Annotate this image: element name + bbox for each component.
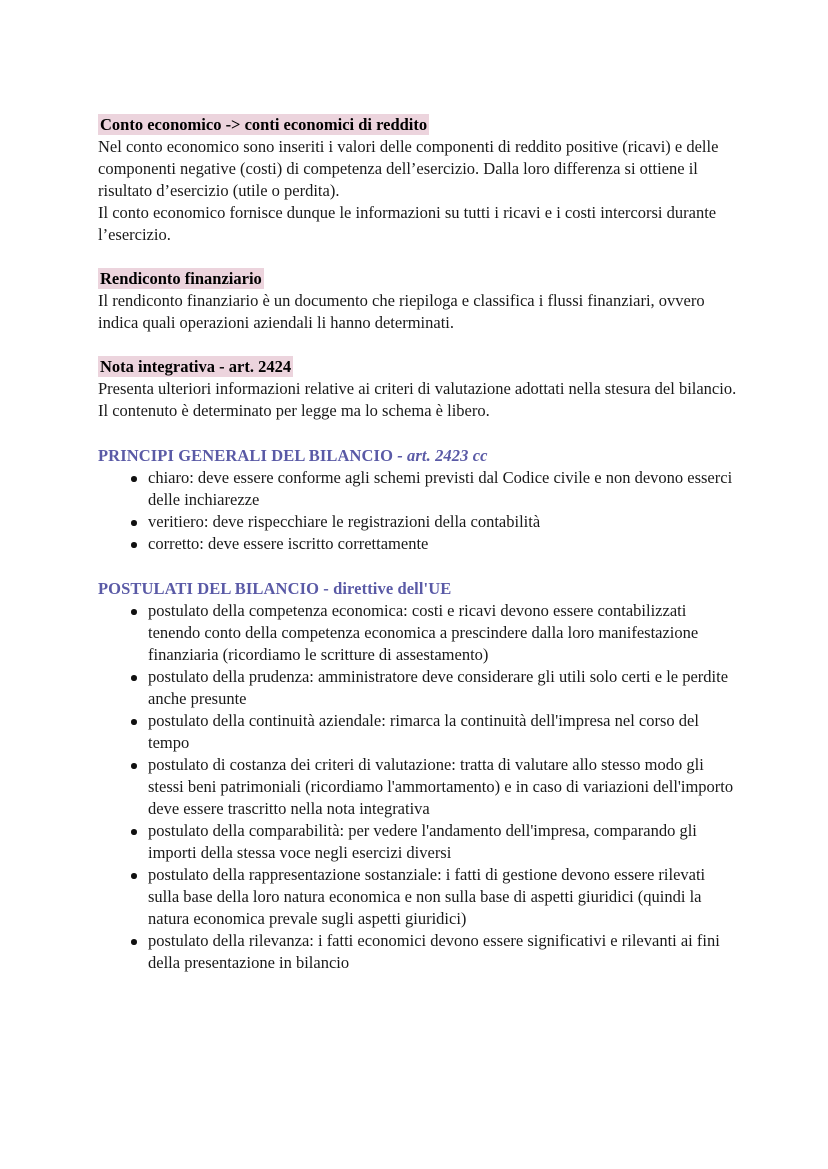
highlighted-text: Nota integrativa - art. 2424 <box>100 357 292 376</box>
list-item-text: postulato della rappresentazione sostanziale: i fatti di gestione devono essere rilevati sulla base della loro natura economica e non sulla base di aspetti giuridici (quindi la natura economica prevale sugli aspetti giuridici) <box>148 865 706 928</box>
section-heading-postulati <box>98 578 738 600</box>
list-item-text: veritiero: deve rispecchiare le registrazioni della contabilità <box>148 512 541 531</box>
highlighted-text: Rendiconto finanziario <box>100 269 262 288</box>
list-item <box>148 820 738 864</box>
spacer <box>98 555 738 578</box>
spacer <box>98 334 738 356</box>
list-item-text: chiaro: deve essere conforme agli schemi previsti dal Codice civile e non devono esserci delle inchiarezze <box>148 468 733 509</box>
spacer <box>98 246 738 268</box>
list-item <box>148 600 738 666</box>
list-item <box>148 930 738 974</box>
heading-main-text: POSTULATI DEL BILANCIO <box>98 579 320 598</box>
list-item-text: postulato della continuità aziendale: rimarca la continuità dell'impresa nel corso del tempo <box>148 711 699 752</box>
paragraph: Il rendiconto finanziario è un documento che riepiloga e classifica i flussi finanziari, ovvero indica quali operazioni aziendali li hanno determinati. <box>98 291 705 332</box>
list-item <box>148 511 738 533</box>
list-item <box>148 666 738 710</box>
heading-main-text: PRINCIPI GENERALI DEL BILANCIO <box>98 446 394 465</box>
list-item-text: postulato della rilevanza: i fatti economici devono essere significativi e rilevanti ai fini della presentazione in bilancio <box>148 931 720 972</box>
section-heading-rendiconto-finanziario <box>98 268 738 290</box>
list-item <box>148 710 738 754</box>
section-heading-principi-generali <box>98 445 738 467</box>
list-item-text: postulato della competenza economica: costi e ricavi devono essere contabilizzati tenendo conto della competenza economica a prescindere dalla loro manifestazione finanziaria (ricordiamo le scritture di assestamento) <box>148 601 699 664</box>
heading-article-reference: - art. 2423 cc <box>393 446 488 465</box>
list-item <box>148 754 738 820</box>
document-body <box>98 114 738 974</box>
list-item <box>148 864 738 930</box>
paragraph: Presenta ulteriori informazioni relative ai criteri di valutazione adottati nella stesura del bilancio. Il contenuto è determinato per legge ma lo schema è libero. <box>98 379 737 420</box>
principi-generali-list <box>98 467 738 555</box>
list-item <box>148 533 738 555</box>
list-item-text: postulato di costanza dei criteri di valutazione: tratta di valutare allo stesso modo gli stessi beni patrimoniali (ricordiamo l'ammortamento) e in caso di variazioni dell'importo deve essere trascritto nella nota integrativa <box>148 755 734 818</box>
highlighted-text: Conto economico -> conti economici di reddito <box>100 115 428 134</box>
list-item-text: postulato della prudenza: amministratore deve considerare gli utili solo certi e le perdite anche presunte <box>148 667 729 708</box>
paragraph: Il conto economico fornisce dunque le informazioni su tutti i ricavi e i costi intercorsi durante l’esercizio. <box>98 203 717 244</box>
postulati-list <box>98 600 738 974</box>
heading-directive-reference: - direttive dell'UE <box>319 579 452 598</box>
spacer <box>98 422 738 445</box>
paragraph: Nel conto economico sono inseriti i valori delle componenti di reddito positive (ricavi) e delle componenti negative (costi) di competenza dell’esercizio. Dalla loro differenza si ottiene il risultato d’esercizio (utile o perdita). <box>98 137 719 200</box>
section-heading-conto-economico <box>98 114 738 136</box>
section-heading-nota-integrativa <box>98 356 738 378</box>
list-item-text: postulato della comparabilità: per vedere l'andamento dell'impresa, comparando gli importi della stessa voce negli esercizi diversi <box>148 821 697 862</box>
list-item-text: corretto: deve essere iscritto correttamente <box>148 534 429 553</box>
list-item <box>148 467 738 511</box>
